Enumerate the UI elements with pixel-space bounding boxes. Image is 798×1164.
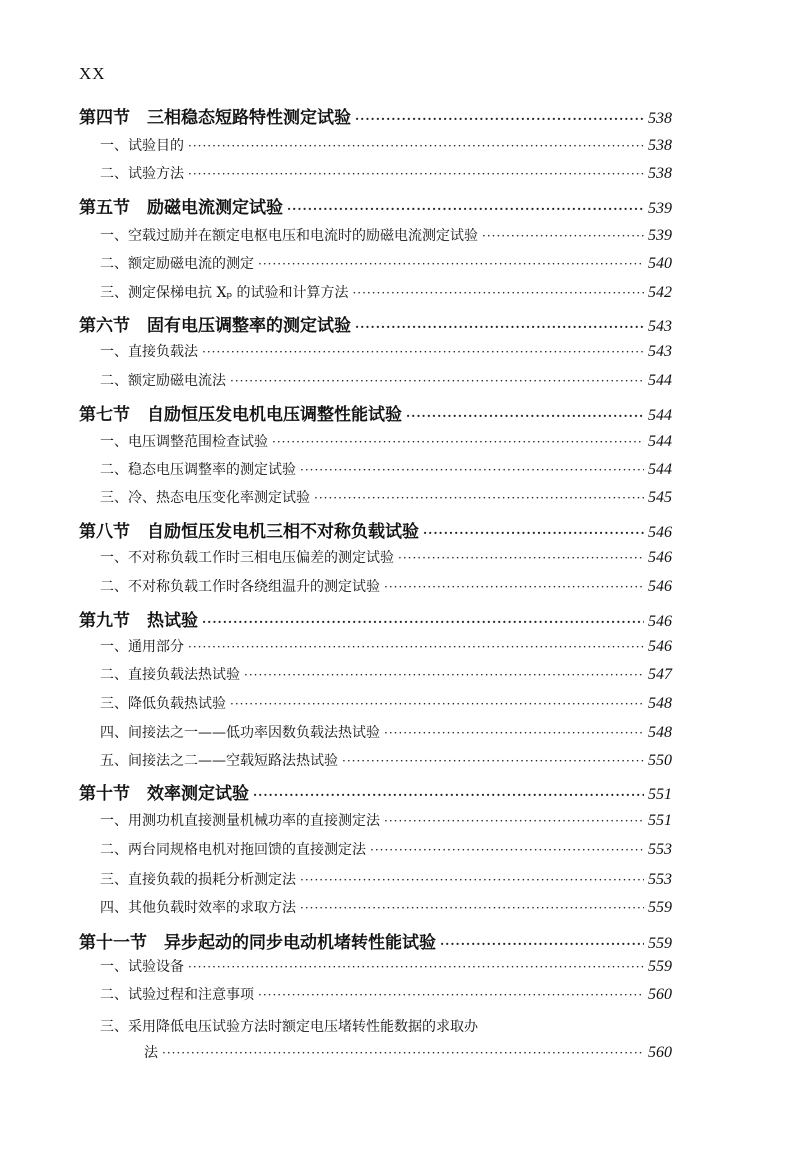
toc-page-number: 543 xyxy=(648,343,672,360)
toc-label: 第七节 自励恒压发电机电压调整性能试验 xyxy=(79,405,402,425)
toc-item-row[interactable] xyxy=(100,810,672,830)
toc-section-row[interactable] xyxy=(79,928,672,953)
toc-item-row[interactable] xyxy=(100,163,672,183)
dot-leader xyxy=(406,409,644,423)
toc-item-row[interactable] xyxy=(100,547,672,567)
toc-label: 第五节 励磁电流测定试验 xyxy=(79,198,283,218)
toc-item-row[interactable] xyxy=(100,869,672,889)
dot-leader xyxy=(230,374,644,388)
toc-label: 二、两台同规格电机对拖回馈的直接测定法 xyxy=(100,842,366,858)
toc-item-row[interactable] xyxy=(100,576,672,596)
toc-page-number: 560 xyxy=(648,1044,672,1061)
toc-label: 三、降低负载热试验 xyxy=(100,696,226,712)
toc-page-number: 546 xyxy=(648,549,672,566)
toc-page-number: 551 xyxy=(648,786,672,803)
toc-label: 四、其他负载时效率的求取方法 xyxy=(100,900,296,916)
toc-label: 二、不对称负载工作时各绕组温升的测定试验 xyxy=(100,579,380,595)
toc-page-number: 546 xyxy=(648,524,672,541)
toc-item-row[interactable] xyxy=(100,459,672,479)
toc-item-row[interactable] xyxy=(100,431,672,451)
toc-page-number: 538 xyxy=(648,165,672,182)
toc-label: 二、试验方法 xyxy=(100,166,184,182)
dot-leader xyxy=(440,937,644,951)
toc-label: 三、测定保梯电抗 Xₚ 的试验和计算方法 xyxy=(100,285,349,301)
toc-page-number: 553 xyxy=(648,871,672,888)
toc-label: 三、直接负载的损耗分析测定法 xyxy=(100,872,296,888)
page-header: XX xyxy=(79,64,106,83)
dot-leader xyxy=(355,320,644,334)
toc-label: 第十一节 异步起动的同步电动机堵转性能试验 xyxy=(79,933,436,953)
toc-page-number: 553 xyxy=(648,841,672,858)
toc-page-number: 546 xyxy=(648,578,672,595)
toc-item-row[interactable] xyxy=(100,956,672,976)
toc-item-row[interactable] xyxy=(100,750,672,770)
toc-label: 二、试验过程和注意事项 xyxy=(100,987,254,1003)
dot-leader xyxy=(300,873,644,887)
dot-leader xyxy=(423,526,644,540)
dot-leader xyxy=(287,202,644,216)
toc-label: 五、间接法之二——空载短路法热试验 xyxy=(100,753,338,769)
toc-item-row[interactable] xyxy=(100,341,672,361)
toc-label: 一、试验目的 xyxy=(100,138,184,154)
toc-page-number: 548 xyxy=(648,695,672,712)
toc-page-number: 551 xyxy=(648,812,672,829)
toc-page-number: 550 xyxy=(648,752,672,769)
toc-label: 三、冷、热态电压变化率测定试验 xyxy=(100,490,310,506)
toc-section-row[interactable] xyxy=(79,779,672,804)
toc-label: 四、间接法之一——低功率因数负载法热试验 xyxy=(100,725,380,741)
dot-leader xyxy=(253,788,644,802)
toc-label: 第九节 热试验 xyxy=(79,611,198,631)
toc-section-row[interactable] xyxy=(79,311,672,336)
toc-label: 法 xyxy=(144,1045,158,1061)
toc-page-number: 559 xyxy=(648,935,672,952)
toc-label: 二、稳态电压调整率的测定试验 xyxy=(100,462,296,478)
dot-leader xyxy=(162,1046,644,1060)
toc-label: 一、直接负载法 xyxy=(100,344,198,360)
toc-label: 第八节 自励恒压发电机三相不对称负载试验 xyxy=(79,522,419,542)
toc-item-row[interactable] xyxy=(100,282,672,302)
dot-leader xyxy=(355,112,644,126)
toc-item-row[interactable] xyxy=(100,897,672,917)
toc-page-number: 544 xyxy=(648,372,672,389)
toc-page-number: 544 xyxy=(648,461,672,478)
toc-label: 二、直接负载法热试验 xyxy=(100,667,240,683)
toc-page-number: 547 xyxy=(648,666,672,683)
toc-page-number: 542 xyxy=(648,284,672,301)
dot-leader xyxy=(244,668,644,682)
toc-label: 第四节 三相稳态短路特性测定试验 xyxy=(79,108,351,128)
dot-leader xyxy=(384,726,644,740)
dot-leader xyxy=(342,754,644,768)
toc-page-number: 539 xyxy=(648,200,672,217)
toc-page-number: 546 xyxy=(648,613,672,630)
toc-item-row[interactable] xyxy=(144,1042,672,1062)
toc-label: 二、额定励磁电流的测定 xyxy=(100,256,254,272)
dot-leader xyxy=(300,463,644,477)
dot-leader xyxy=(258,257,644,271)
toc-section-row[interactable] xyxy=(79,606,672,631)
toc-page-number: 560 xyxy=(648,986,672,1003)
toc-item-row[interactable] xyxy=(100,664,672,684)
toc-label: 第六节 固有电压调整率的测定试验 xyxy=(79,316,351,336)
toc-section-row[interactable] xyxy=(79,103,672,128)
dot-leader xyxy=(482,229,644,243)
toc-label: 三、采用降低电压试验方法时额定电压堵转性能数据的求取办 xyxy=(100,1019,478,1035)
toc-item-row[interactable] xyxy=(100,135,672,155)
dot-leader xyxy=(272,435,644,449)
dot-leader xyxy=(352,286,644,300)
dot-leader xyxy=(188,640,644,654)
dot-leader xyxy=(258,988,644,1002)
toc-section-row[interactable] xyxy=(79,193,672,218)
toc-page-number: 540 xyxy=(648,255,672,272)
toc-section-row[interactable] xyxy=(79,400,672,425)
toc-page-number: 544 xyxy=(648,407,672,424)
toc-page-number: 539 xyxy=(648,227,672,244)
toc-page-number: 548 xyxy=(648,724,672,741)
dot-leader xyxy=(188,167,644,181)
toc-page-number: 559 xyxy=(648,958,672,975)
dot-leader xyxy=(370,843,644,857)
dot-leader xyxy=(314,491,644,505)
toc-label: 一、试验设备 xyxy=(100,959,184,975)
toc-page-number: 546 xyxy=(648,638,672,655)
dot-leader xyxy=(188,960,644,974)
toc-item-row[interactable] xyxy=(100,1016,672,1036)
toc-label: 一、用测功机直接测量机械功率的直接测定法 xyxy=(100,813,380,829)
toc-page-number: 559 xyxy=(648,899,672,916)
toc-item-row[interactable] xyxy=(100,370,672,390)
dot-leader xyxy=(188,139,644,153)
dot-leader xyxy=(202,345,644,359)
toc-page-number: 545 xyxy=(648,489,672,506)
toc-item-row[interactable] xyxy=(100,636,672,656)
toc-item-row[interactable] xyxy=(100,839,672,859)
toc-item-row[interactable] xyxy=(100,487,672,507)
toc-label: 一、通用部分 xyxy=(100,639,184,655)
toc-item-row[interactable] xyxy=(100,722,672,742)
toc-label: 二、额定励磁电流法 xyxy=(100,373,226,389)
toc-page-number: 538 xyxy=(648,110,672,127)
toc-label: 一、电压调整范围检查试验 xyxy=(100,434,268,450)
toc-label: 一、不对称负载工作时三相电压偏差的测定试验 xyxy=(100,550,394,566)
dot-leader xyxy=(300,901,644,915)
dot-leader xyxy=(384,814,644,828)
dot-leader xyxy=(398,551,644,565)
dot-leader xyxy=(230,697,644,711)
toc-item-row[interactable] xyxy=(100,984,672,1004)
toc-page-number: 543 xyxy=(648,318,672,335)
dot-leader xyxy=(202,615,644,629)
toc-section-row[interactable] xyxy=(79,517,672,542)
dot-leader xyxy=(384,580,644,594)
toc-page-number: 544 xyxy=(648,433,672,450)
toc-label: 第十节 效率测定试验 xyxy=(79,784,249,804)
toc-item-row[interactable] xyxy=(100,253,672,273)
toc-item-row[interactable] xyxy=(100,693,672,713)
toc-item-row[interactable] xyxy=(100,225,672,245)
toc-label: 一、空载过励并在额定电枢电压和电流时的励磁电流测定试验 xyxy=(100,228,478,244)
toc-page-number: 538 xyxy=(648,137,672,154)
